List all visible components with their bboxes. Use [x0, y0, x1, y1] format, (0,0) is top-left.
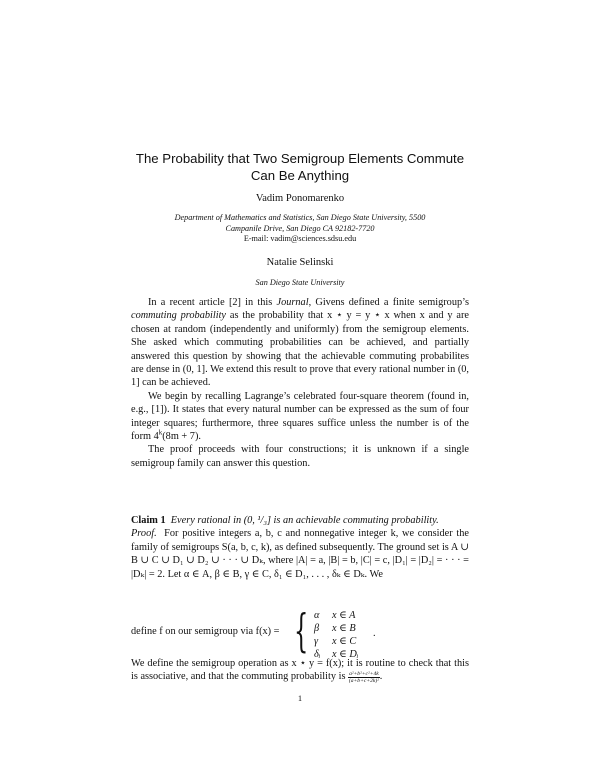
author-name-ponomarenko: Vadim Ponomarenko [255, 193, 345, 204]
lagrange-text-a: We begin by recalling Lagrange’s celebrated four-square theorem (found in, e.g., [1]). It states that every natural number can be expressed as the sum of four integer squares; furthermore, three squares suffice unless the number is of the form 4 [131, 390, 469, 443]
lagrange-text-b: (8m + 7). [162, 431, 201, 443]
cases-end-period: . [373, 628, 376, 639]
fraction-numerator: a²+b²+c²+4k [349, 670, 379, 677]
claim-statement [131, 514, 469, 527]
claim-label: Claim 1 [131, 515, 166, 526]
proof-label: Proof. [131, 528, 157, 540]
case-row-a [314, 609, 355, 621]
case-row-b [314, 622, 356, 634]
operation-text-body: We define the semigroup operation as x ⋆ y = f(x); it is routine to check that this is associative, and that the commuting probability is [131, 658, 469, 683]
exponent-k: k [158, 428, 163, 437]
case-value: γ [314, 636, 319, 647]
claim-section [131, 514, 469, 581]
intro-text-b: , Givens defined a finite semigroup’s [308, 297, 469, 308]
journal-name: Journal [276, 297, 309, 308]
operation-text [131, 657, 469, 684]
proof-text-a: For positive integers a, b, c and nonnegative integer k, we consider the family of semigroups S(a, b, c, k), as defined subsequently. The ground set is A ∪ B ∪ C ∪ D₁ ∪ D₂ ∪ · · · ∪ Dₖ, where |A| = a, |B| = b, |C| = c, |D₁| = |D₂| = · · · = |Dₖ| = 2. Let α ∈ A, β ∈ B, γ ∈ C, δ₁ ∈ D₁, . . . , δₖ ∈ Dₖ. We [131, 528, 469, 580]
affiliation-line-1: Department of Mathematics and Statistics, San Diego State University, 5500 [174, 213, 426, 222]
paragraph-intro [131, 296, 469, 390]
fraction-denominator: (a+b+c+2k)² [348, 677, 379, 684]
paragraph-constructions: The proof proceeds with four constructions; it is unknown if a single semigroup family can answer this question. [131, 444, 469, 469]
author-affiliation-selinski: San Diego State University [255, 278, 345, 287]
left-brace: { [294, 604, 309, 657]
intro-text-a: In a recent article [2] in this [148, 297, 277, 308]
semigroup-operation-paragraph [131, 657, 469, 684]
commuting-probability-fraction [348, 671, 380, 684]
paper-title: The Probability that Two Semigroup Elements Commute Can Be Anything [135, 151, 465, 183]
case-value: β [314, 623, 320, 634]
case-condition: x ∈ Dᵢ [332, 649, 359, 660]
paragraph-lagrange [131, 390, 469, 444]
author-email: E-mail: vadim@sciences.sdsu.edu [243, 234, 357, 243]
case-value: α [314, 610, 320, 621]
page-number: 1 [297, 693, 303, 703]
defined-term: commuting probability [131, 310, 227, 322]
proof-paragraph [131, 527, 469, 581]
case-condition: x ∈ A [332, 610, 356, 621]
case-row-c [314, 635, 356, 647]
define-f-label: define f on our semigroup via f(x) = [131, 626, 280, 637]
claim-text: Every rational in (0, ¹/₃] is an achievable commuting probability. [170, 515, 439, 526]
case-value: δᵢ [314, 649, 321, 660]
introduction-section [131, 296, 469, 470]
case-condition: x ∈ C [332, 636, 357, 647]
author-name-selinski: Natalie Selinski [266, 257, 334, 268]
case-condition: x ∈ B [332, 623, 356, 634]
author-affiliation-ponomarenko [150, 212, 450, 234]
operation-end-period: . [379, 671, 383, 683]
piecewise-definition [131, 604, 469, 660]
affiliation-line-2: Campanile Drive, San Diego CA 92182-7720 [225, 224, 375, 233]
intro-text-c: as the probability that x ⋆ y = y ⋆ x when x and y are chosen at random (independently and uniformly) from the semigroup elements. She asked which commuting probabilities can be achieved, and partially answered this question by showing that the achievable commuting probabilites are dense in (0, 1]. We extend this result to prove that every rational number in (0, 1] can be achieved. [131, 310, 469, 389]
